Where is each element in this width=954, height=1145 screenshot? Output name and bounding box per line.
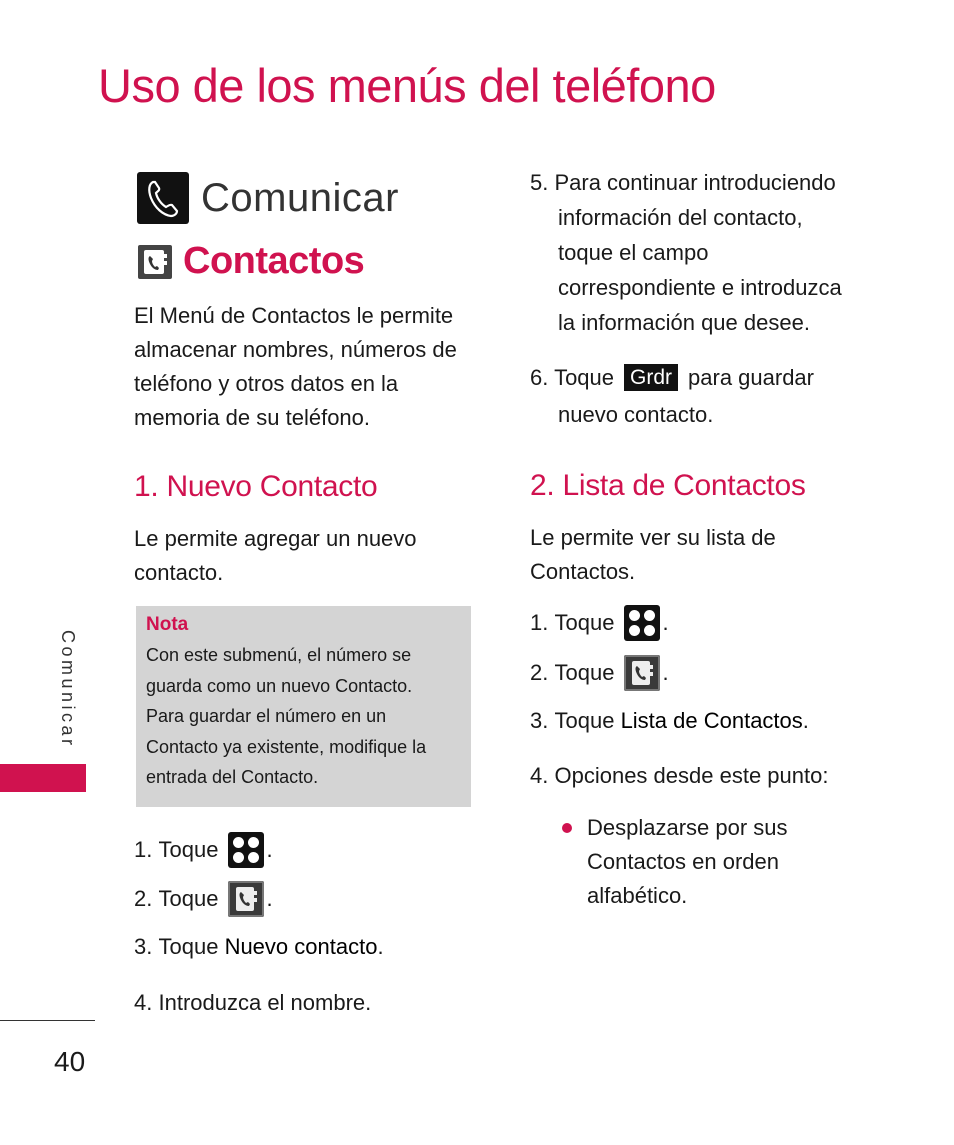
step5-line: información del contacto, — [558, 205, 803, 230]
step-number: 1. — [134, 837, 153, 862]
phonebook-icon[interactable] — [624, 655, 660, 691]
new-contact-step-6 — [530, 364, 814, 391]
menu-option-new-contact[interactable]: Nuevo contacto — [224, 934, 378, 959]
section-title: Comunicar — [201, 176, 399, 220]
step5-line: toque el campo — [558, 240, 709, 265]
four-dots-menu-icon[interactable] — [228, 832, 264, 868]
new-contact-step-5 — [530, 166, 890, 340]
new-contact-desc: Le permite agregar un nuevo contacto. — [134, 526, 417, 585]
contact-list-bullet: Desplazarse por sus Contactos en orden alfabético. — [587, 815, 788, 908]
side-tab-bar — [0, 764, 86, 792]
step-number: 2. — [134, 886, 153, 911]
note-line: Contacto ya existente, modifique la — [146, 736, 427, 757]
step-text: Toque — [554, 708, 615, 733]
side-tab — [42, 630, 82, 750]
step-text: Toque — [158, 886, 219, 911]
four-dots-menu-icon[interactable] — [624, 605, 660, 641]
footer-divider — [0, 1020, 95, 1021]
contact-list-step-3: 3. Toque Lista de Contactos . — [530, 708, 809, 733]
step-text: Toque — [554, 660, 615, 685]
menu-option-contact-list[interactable]: Lista de Contactos — [620, 708, 803, 733]
contact-list-step-4 — [530, 763, 828, 789]
note-line: guarda como un nuevo Contacto. — [146, 675, 413, 696]
new-contact-step-3: 3. Toque Nuevo contacto . — [134, 934, 384, 959]
note-box — [136, 606, 471, 807]
step5-line: 5. Para continuar introduciendo — [530, 170, 836, 195]
phonebook-icon[interactable] — [228, 881, 264, 917]
side-tab-label: Comunicar — [58, 630, 78, 749]
step-number: 4. — [134, 990, 153, 1015]
step-text: Opciones desde este punto: — [554, 763, 829, 788]
step-text: Toque — [158, 934, 219, 959]
step-text: Toque — [554, 610, 615, 635]
contact-list-step-1: 1. Toque . — [530, 605, 669, 641]
contact-list-step-2: 2. Toque . — [530, 655, 669, 691]
save-button[interactable]: Grdr — [624, 364, 678, 391]
step5-line: correspondiente e introduzca — [558, 275, 842, 300]
step-number: 3. — [134, 934, 153, 959]
step-text: 6. Toque — [530, 364, 615, 390]
step-text: Toque — [158, 837, 219, 862]
new-contact-step-1: 1. Toque . — [134, 832, 273, 868]
step6-line2: nuevo contacto. — [558, 402, 714, 427]
page-title: Uso de los menús del teléfono — [98, 59, 716, 112]
page-number: 40 — [54, 1046, 86, 1077]
note-line: Para guardar el número en un — [146, 706, 387, 726]
contacts-intro: El Menú de Contactos le permite almacenar nombres, números de teléfono y otros datos en la memoria de su teléfono. — [134, 303, 457, 430]
step-number: 1. — [530, 610, 549, 635]
contact-list-desc: Le permite ver su lista de Contactos. — [530, 525, 776, 584]
step5-line: la información que desee. — [558, 310, 810, 335]
note-line: Con este submenú, el número se — [146, 645, 412, 665]
contact-list-heading: 2. Lista de Contactos — [530, 469, 806, 502]
bullet-icon — [562, 823, 572, 833]
step-number: 4. — [530, 763, 549, 788]
contacts-title: Contactos — [183, 240, 365, 282]
step-number: 2. — [530, 660, 549, 685]
new-contact-step-4 — [134, 990, 371, 1016]
step-text: para guardar — [688, 364, 814, 390]
new-contact-heading: 1. Nuevo Contacto — [134, 470, 378, 503]
note-title: Nota — [146, 614, 189, 635]
step-number: 3. — [530, 708, 549, 733]
step-text: Introduzca el nombre. — [158, 990, 372, 1015]
phonebook-icon — [138, 245, 172, 279]
note-line: entrada del Contacto. — [146, 767, 319, 787]
phone-handset-icon — [137, 172, 189, 224]
new-contact-step-2: 2. Toque . — [134, 881, 273, 917]
